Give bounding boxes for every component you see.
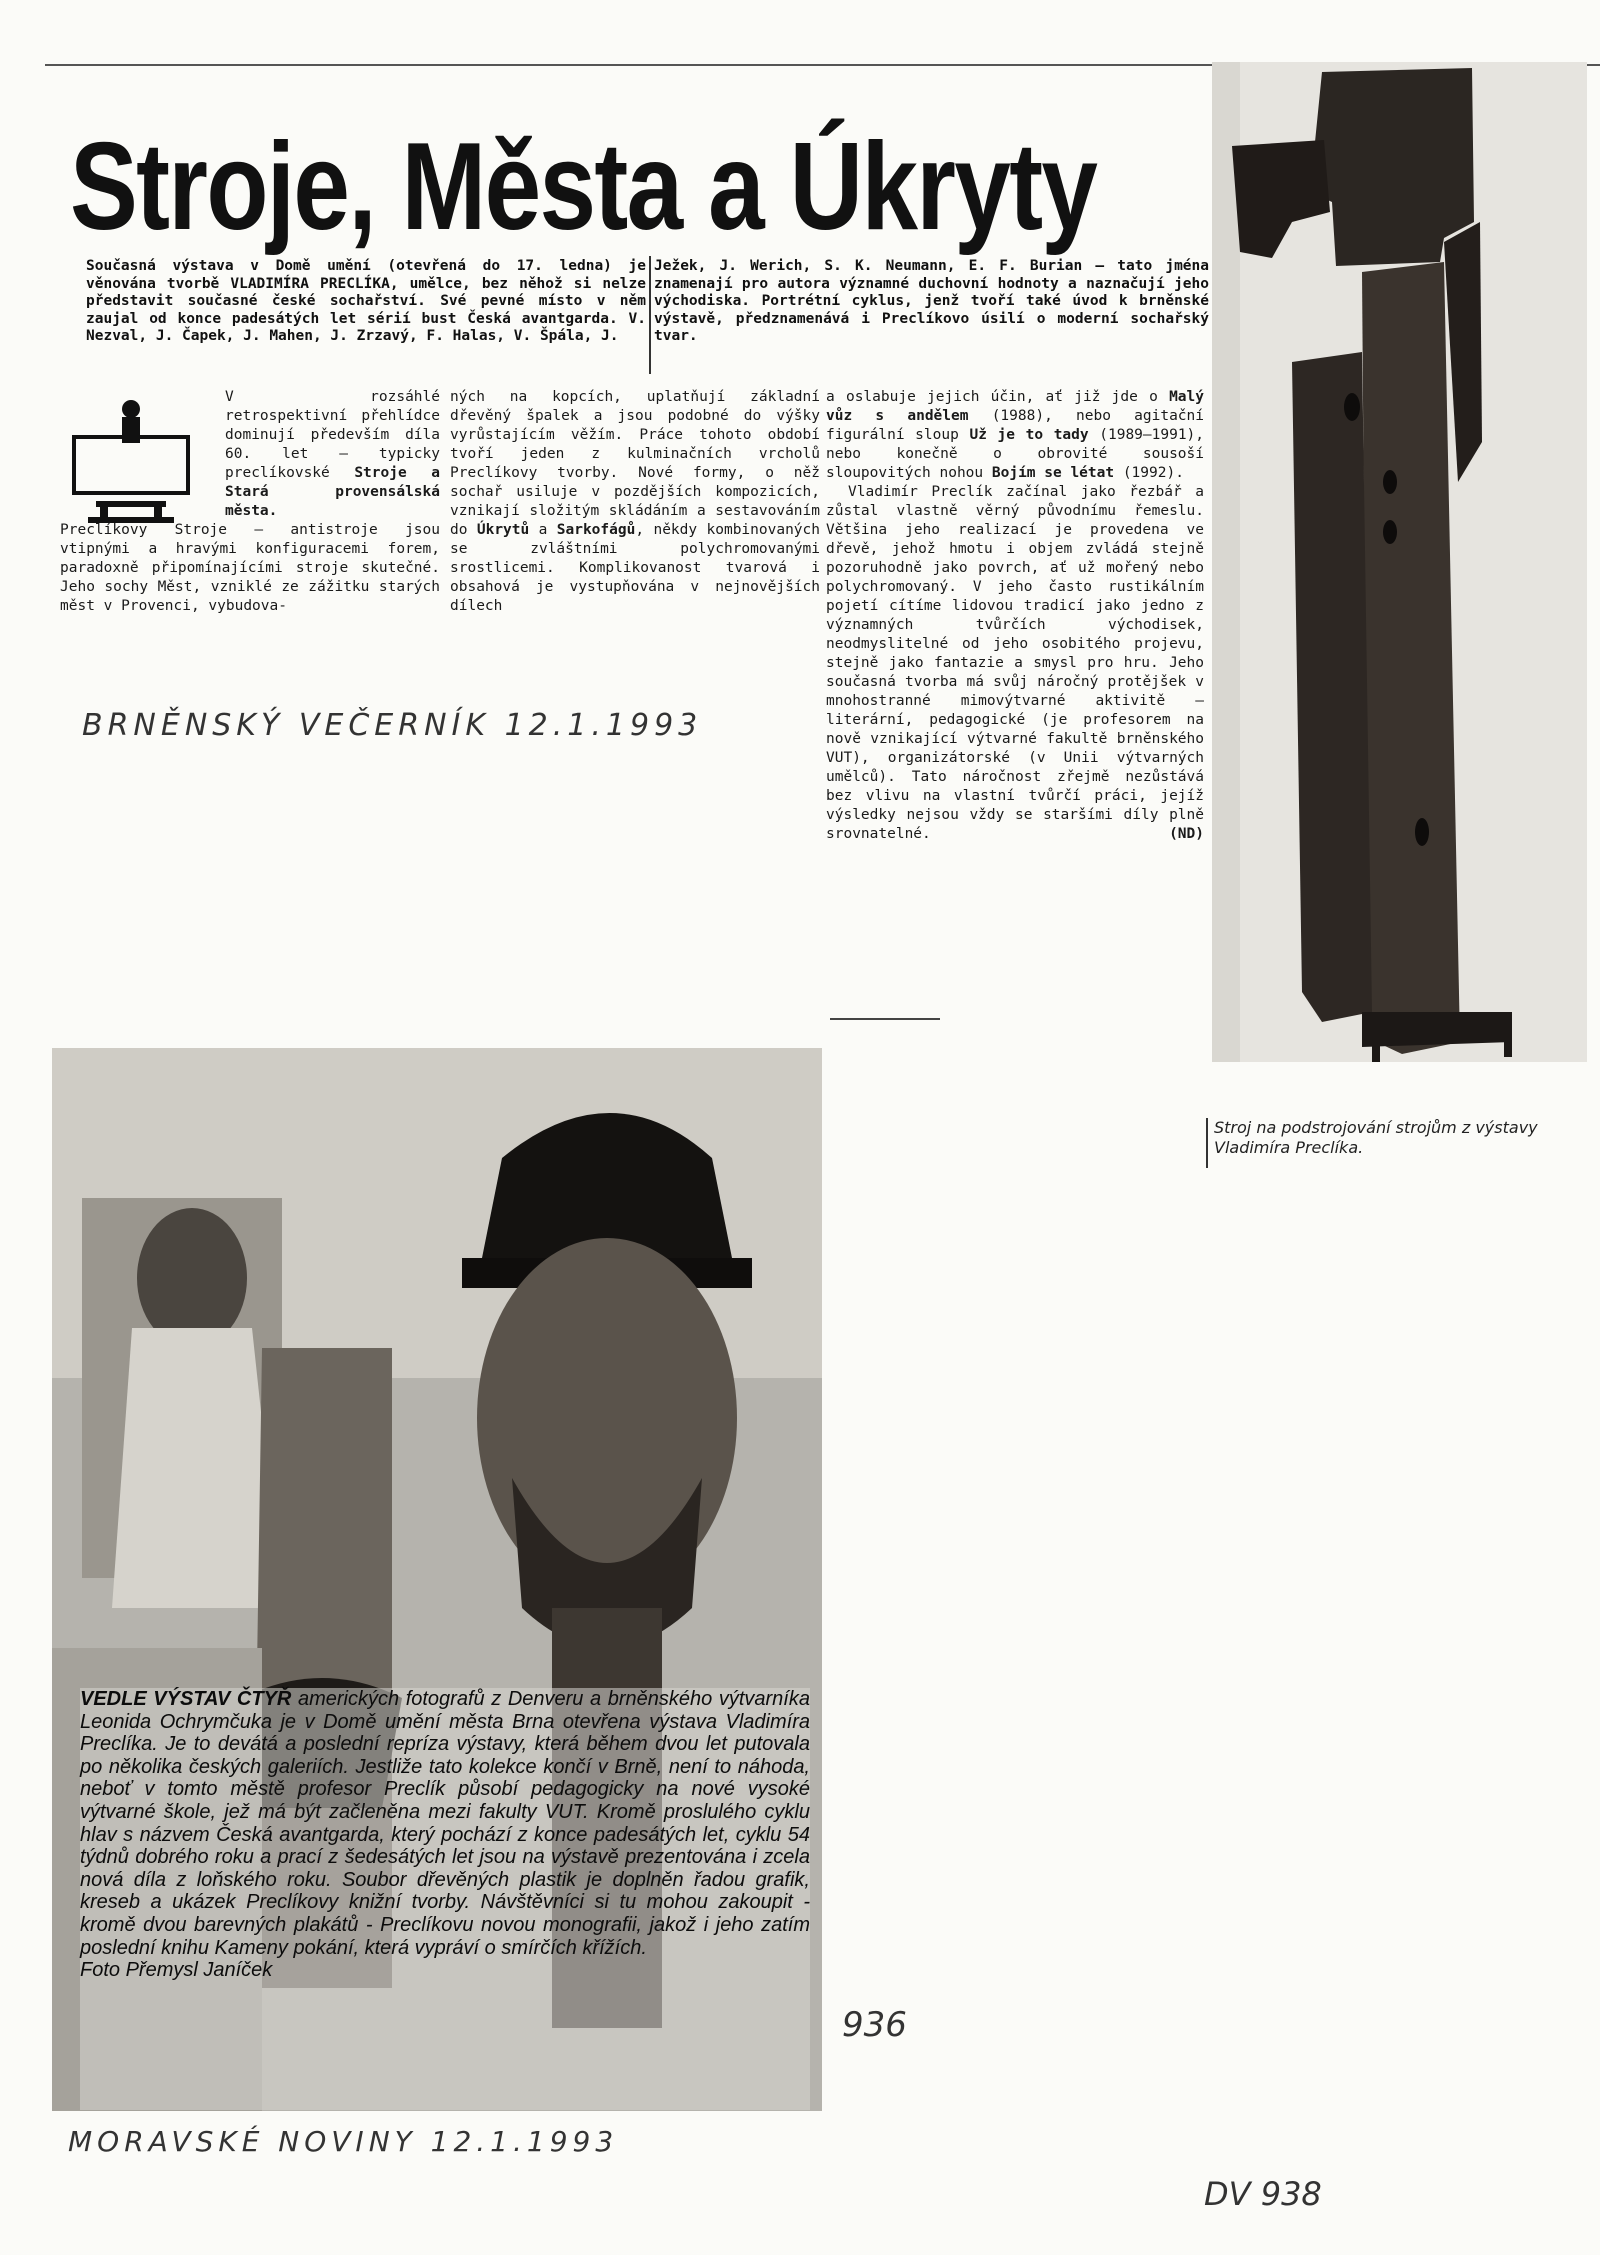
col3-bold-uz-je: Už je to tady — [969, 427, 1089, 443]
photo-credit: Foto Přemysl Janíček — [80, 1959, 273, 1982]
col2-bold-sarkofagu: Sarkofágů — [556, 522, 636, 538]
col2-conjunction: a — [538, 522, 548, 538]
handwritten-number: 936 — [842, 2005, 907, 2045]
col1-paragraph-2: Preclíkovy Stroje — antistroje jsou vtipnými a hravými konfiguracemi forem, paradoxně připomínajícími stroje skutečné. Jeho sochy Měst, vzniklé ze zážitku starých měst v Provenci, vybudova- — [60, 522, 440, 614]
lead-paragraph-right: Ježek, J. Werich, S. K. Neumann, E. F. Burian — tato jména znamenají pro autora významné duchovní hodnoty a naznačují jeho východiska. Portrétní cyklus, jenž tvoří také úvod k brněnské výstavě, předznamenává i Preclíkovo úsilí o moderní sochařský tvar. — [654, 258, 1209, 344]
caption-text: amerických fotografů z Denveru a brněnského výtvarníka Leonida Ochrymčuka je v Domě umění města Brna otevřena výstava Vladimíra Preclíka. Je to devátá a poslední repríza výstavy, která během dvou let putovala po několika českých galeriích. Jestliže tato kolekce končí v Brně, není to náhoda, neboť v tomto městě profesor Preclík působí pedagogicky na nové vysoké výtvarné škole, jež má být začleněna mezi fakulty VUT. Kromě proslulého cyklu hlav s názvem Česká avantgarda, který pochází z konce padesátých let, cyklu 54 týdnů dobrého roku a prací z šedesátých let jsou na výstavě prezentována i zcela nová díla z loňského roku. Soubor dřevěných plastik je doplněn řadou grafik, kreseb a ukázek Preclíkovy knižní tvorby. Návštěvníci si tu mohou zakoupit - kromě dvou barevných plakátů - Preclíkovu novou monografii, jakož i jeho zatím poslední knihu Kameny pokání, která vypráví o smírčích křížích. — [80, 1688, 810, 1959]
col2-text-1: ných na kopcích, uplatňují základní dřevěný špalek a jsou podobné do výšky vyrůstajícím věžím. Práce tohoto období tvoří jeden z kulminačních vrcholů Preclíkovy tvorby. Nové formy, o něž sochař usiluje v pozdějších kompozicích, vznikají složitým skládáním a sestavováním do — [450, 389, 820, 538]
col1-bold-works: Stroje a Stará provensálská města. — [225, 465, 440, 519]
handwritten-archive-number: DV 938 — [1204, 2175, 1322, 2213]
lead-paragraph-left: Současná výstava v Domě umění (otevřená do 17. ledna) je věnována tvorbě VLADIMÍRA PRECLÍKA, umělce, bez něhož si nelze představit současné české sochařství. Své pevné místo v něm zaujal od konce padesátých let sérií bust Česká avantgarda. V. Nezval, J. Čapek, J. Mahen, J. Zrzavý, F. Halas, V. Špála, J. — [86, 258, 646, 344]
col3-bold-bojim: Bojím se létat — [991, 465, 1115, 481]
article-column-3 — [826, 388, 1204, 1013]
col2-bold-ukryty: Úkrytů — [476, 522, 530, 538]
article-column-2 — [450, 388, 820, 668]
col3-paragraph-2 — [826, 483, 1204, 844]
column-divider — [649, 256, 651, 374]
col3-text-2: (1988), nebo agitační figurální sloup — [826, 408, 1204, 443]
article-headline: Stroje, Města a Úkryty — [70, 118, 1097, 256]
caption-lead: VEDLE VÝSTAV ČTYŘ — [80, 1688, 292, 1710]
article-column-1 — [60, 388, 440, 668]
statue-photo-caption: Stroj na podstrojování strojům z výstavy Vladimíra Preclíka. — [1206, 1118, 1544, 1168]
col3-bold-maly-vuz: Malý vůz s andělem — [826, 389, 1204, 424]
col2-text-2: , někdy kombinovaných se zvláštními polychromovanými srostlicemi. Komplikovanost tvarová i obsahová je vystupňována v nejnovějších dílech — [450, 522, 820, 614]
busts-photo-caption — [80, 1688, 810, 2110]
col3-text-4: (1992). — [1122, 465, 1184, 481]
handwritten-source-2: MORAVSKÉ NOVINY 12.1.1993 — [68, 2125, 619, 2158]
end-rule — [830, 1018, 940, 1020]
author-signature: (ND) — [1169, 826, 1204, 842]
statue-photo — [1212, 62, 1587, 1062]
col3-text-3: (1989—1991), nebo konečně o obrovité sousoší sloupovitých nohou — [826, 427, 1205, 481]
col3-text-1: a oslabuje jejich účin, ať již jde o — [826, 389, 1158, 405]
col1-intro-text: V rozsáhlé retrospektivní přehlídce dominují především díla 60. let — typicky preclíkovské — [225, 389, 440, 481]
handwritten-source-1: BRNĚNSKÝ VEČERNÍK 12.1.1993 — [82, 708, 703, 743]
col3-text-5: Vladimír Preclík začínal jako řezbář a zůstal vlastně věrný původnímu řemeslu. Většina jeho realizací je provedena ve dřevě, jehož hmotu i objem zvládá stejně pozoruhodně jako povrch, ať už mořený nebo polychromovaný. V jeho často rustikálním pojetí cítíme lidovou tradicí jako jedno z významných tvůrčích východisek, neodmyslitelné od jeho osobitého projevu, stejně jako fantazie a smysl pro hru. Jeho současná tvorba má svůj náročný protějšek v mnohostranné mimovýtvarné aktivitě — literární, pedagogické (je profesorem na nově vznikající výtvarné fakultě brněnského VUT), organizátorské (v Unii výtvarných umělců). Tato náročnost zřejmě nezůstává bez vlivu na vlastní tvůrčí práci, jejíž výsledky nejsou vždy se staršími díly plně srovnatelné. — [826, 484, 1204, 842]
